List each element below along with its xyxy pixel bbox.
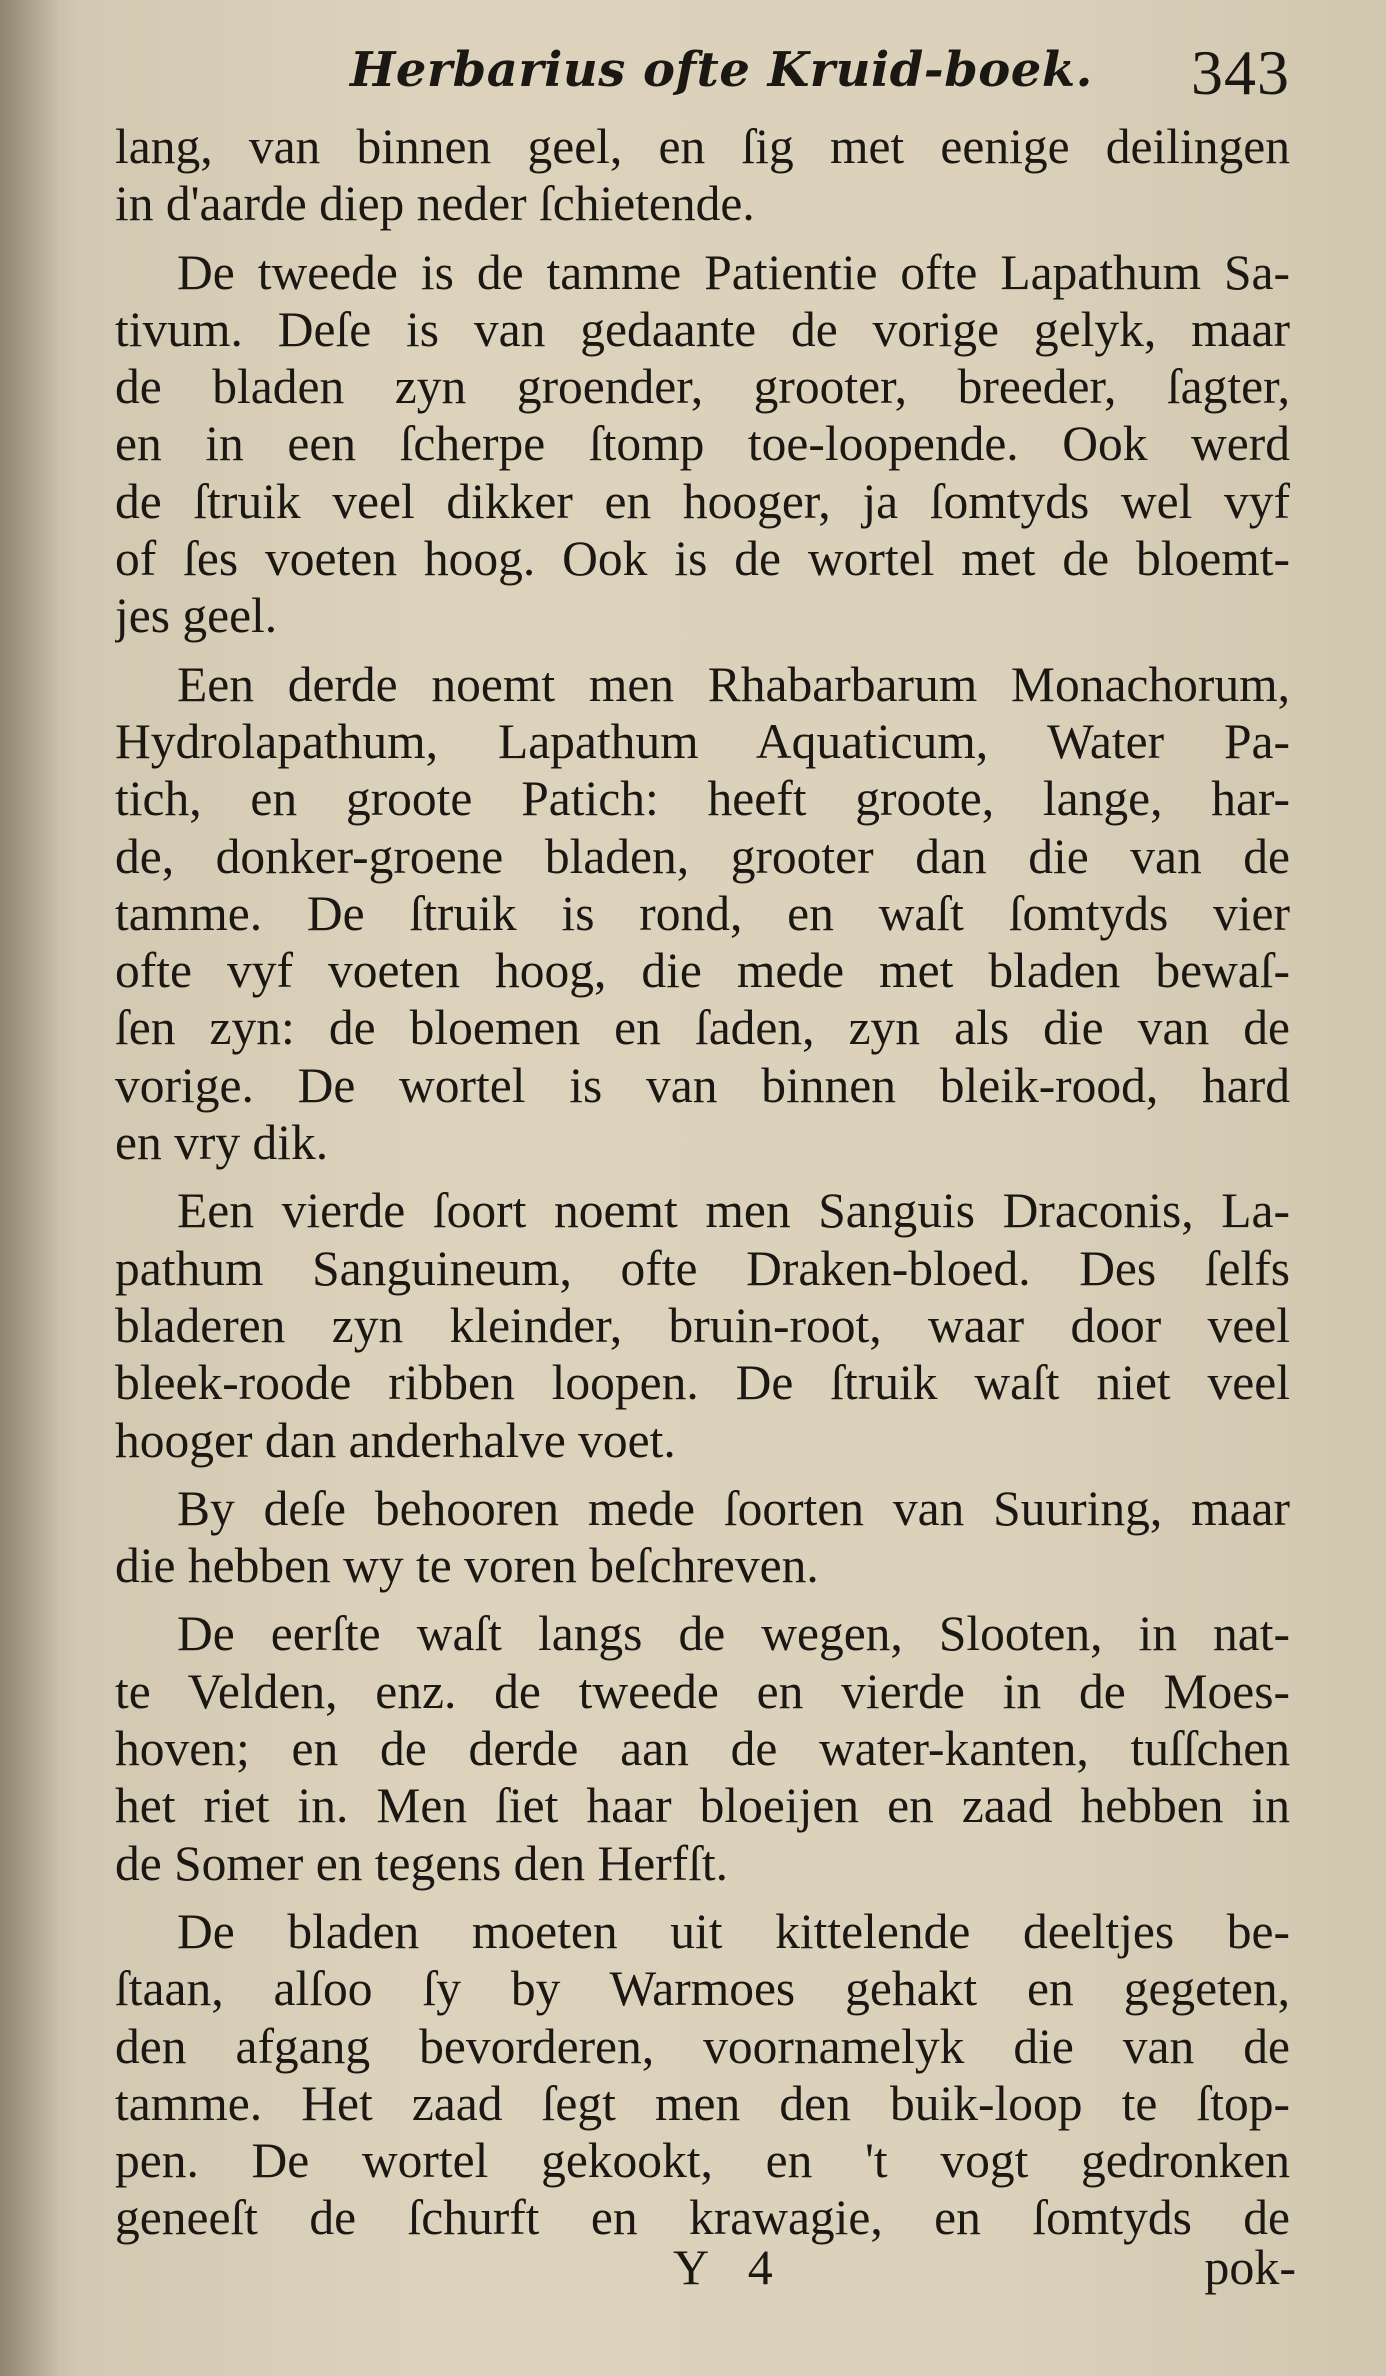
text-line: jes geel. (115, 588, 278, 644)
text-line: de ſtruik veel dikker en hooger, ja ſomtyds wel vyf (115, 473, 1290, 529)
body-text (115, 118, 1290, 2258)
text-line: bleek-roode ribben loopen. De ſtruik waſt niet veel (115, 1355, 1290, 1411)
text-line: en vry dik. (115, 1115, 329, 1171)
text-line: vorige. De wortel is van binnen bleik-rood, hard (115, 1057, 1290, 1113)
paragraph-5 (115, 1480, 1290, 1595)
paragraph-6 (115, 1605, 1290, 1891)
text-line: ofte vyf voeten hoog, die mede met bladen bewaſ- (115, 943, 1290, 999)
text-line: tamme. Het zaad ſegt men den buik-loop te ſtop- (115, 2075, 1290, 2131)
text-line: pen. De wortel gekookt, en 't vogt gedronken (115, 2133, 1290, 2189)
text-line: in d'aarde diep neder ſchietende. (115, 176, 755, 232)
paragraph-7 (115, 1903, 1290, 2247)
text-line: tivum. Deſe is van gedaante de vorige gelyk, maar (115, 301, 1290, 357)
paragraph-4 (115, 1182, 1290, 1468)
text-line: lang, van binnen geel, en ſig met eenige deilingen (115, 119, 1290, 174)
text-line: of ſes voeten hoog. Ook is de wortel met de bloemt- (115, 531, 1290, 587)
text-line: die hebben wy te voren beſchreven. (115, 1538, 819, 1594)
text-line: Hydrolapathum, Lapathum Aquaticum, Water Pa- (115, 713, 1290, 769)
text-line: De bladen moeten uit kittelende deeltjes be- (177, 1903, 1290, 1959)
text-line: bladeren zyn kleinder, bruin-root, waar door veel (115, 1297, 1290, 1353)
text-line: ſen zyn: de bloemen en ſaden, zyn als die van de (115, 1000, 1290, 1056)
text-line: hoven; en de derde aan de water-kanten, tuſſchen (115, 1721, 1290, 1777)
paragraph-3 (115, 656, 1290, 1172)
text-line: De tweede is de tamme Patientie ofte Lapathum Sa- (177, 244, 1290, 300)
text-line: het riet in. Men ſiet haar bloeijen en zaad hebben in (115, 1778, 1290, 1834)
text-line: te Velden, enz. de tweede en vierde in de Moes- (115, 1663, 1290, 1719)
paragraph-2 (115, 244, 1290, 645)
text-line: de bladen zyn groender, grooter, breeder, ſagter, (115, 359, 1290, 415)
page-header (115, 34, 1296, 114)
text-line: de Somer en tegens den Herfſt. (115, 1835, 729, 1891)
text-line: de, donker-groene bladen, grooter dan die van de (115, 828, 1290, 884)
text-line: Een vierde ſoort noemt men Sanguis Draconis, La- (177, 1183, 1290, 1239)
paragraph-1 (115, 118, 1290, 233)
text-line: hooger dan anderhalve voet. (115, 1412, 676, 1468)
page-footer (115, 2238, 1296, 2308)
text-line: en in een ſcherpe ſtomp toe-loopende. Ook werd (115, 416, 1290, 472)
text-line: De eerſte waſt langs de wegen, Slooten, in nat- (177, 1606, 1290, 1662)
text-line: tich, en groote Patich: heeft groote, lange, har- (115, 771, 1290, 827)
running-title: Herbarius ofte Kruid-boek. (350, 42, 1093, 98)
catchword: pok- (1204, 2239, 1296, 2295)
text-line: By deſe behooren mede ſoorten van Suuring, maar (177, 1480, 1290, 1536)
text-line: geneeſt de ſchurft en krawagie, en ſomtyds de (115, 2190, 1290, 2246)
text-line: ſtaan, alſoo ſy by Warmoes gehakt en gegeten, (115, 1961, 1290, 2017)
text-line: pathum Sanguineum, ofte Draken-bloed. Des ſelfs (115, 1240, 1290, 1296)
text-line: den afgang bevorderen, voornamelyk die van de (115, 2018, 1290, 2074)
text-line: Een derde noemt men Rhabarbarum Monachorum, (177, 656, 1290, 712)
signature-mark: Y 4 (673, 2239, 787, 2295)
gutter-shadow (0, 0, 60, 2376)
page-number: 343 (1191, 37, 1290, 108)
text-line: tamme. De ſtruik is rond, en waſt ſomtyds vier (115, 885, 1290, 941)
